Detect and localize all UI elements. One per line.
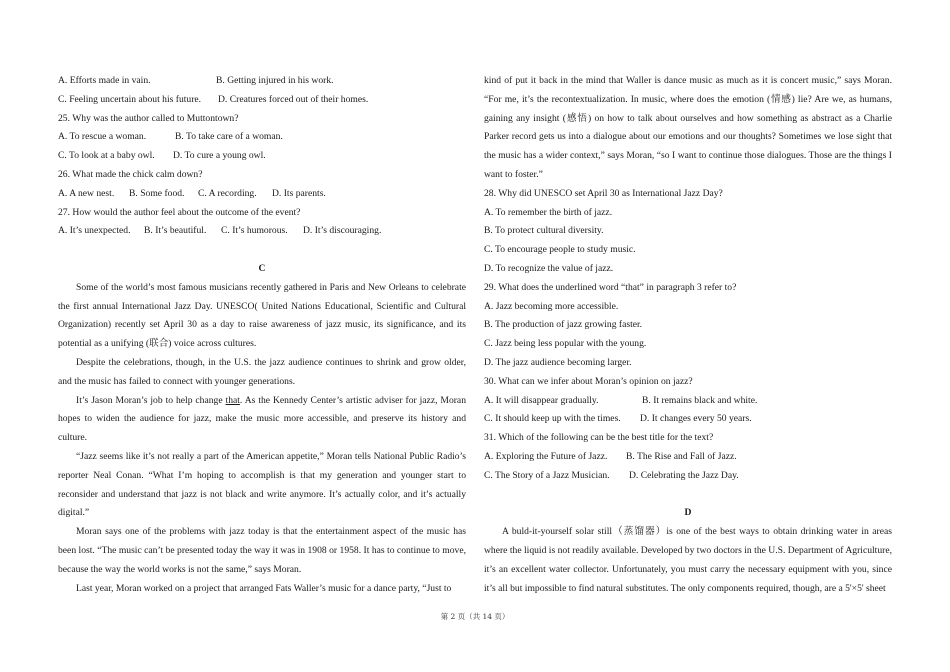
question-28: 28. Why did UNESCO set April 30 as International Jazz Day? xyxy=(484,187,723,199)
option: A. It will disappear gradually. xyxy=(484,394,599,406)
passage-c-paragraph-6-continued: kind of put it back in the mind that Waller is dance music as much as it is concert music,” says Moran. “For me, it’s the recontextualization. In music, where does the emotion (情感) lie? Are we, as humans, gaining any insight (感悟) on how to talk about ourselves and how something as abstract as a Charlie Parker record gets us into a dialogue about our emotions and our thoughts? Sometimes we lose sight that the music has a wider context,” says Moran, “so I want to continue those dialogues. Those are the things I want to foster.” xyxy=(484,75,892,180)
q30-options-row-2 xyxy=(484,410,892,429)
option: D. To recognize the value of jazz. xyxy=(484,262,614,274)
option: A. To rescue a woman. xyxy=(58,131,147,143)
option: D. To cure a young owl. xyxy=(173,150,266,162)
option: D. It’s discouraging. xyxy=(303,225,382,237)
q25-options-row-1 xyxy=(58,128,466,147)
option: D. Its parents. xyxy=(272,187,326,199)
q24-options-row-1 xyxy=(58,72,466,91)
q26-options-row xyxy=(58,185,466,204)
spacer xyxy=(484,486,892,505)
option: D. Celebrating the Jazz Day. xyxy=(629,469,739,481)
passage-c-paragraph-3 xyxy=(58,392,466,448)
option: B. The Rise and Fall of Jazz. xyxy=(626,450,737,462)
question-25: 25. Why was the author called to Muttontown? xyxy=(58,112,239,124)
option: A. Exploring the Future of Jazz. xyxy=(484,450,608,462)
option: C. Jazz being less popular with the young. xyxy=(484,338,647,350)
option: B. Some food. xyxy=(129,187,185,199)
passage-c-paragraph-4: “Jazz seems like it’s not really a part of the American appetite,” Moran tells National Public Radio’s reporter Neal Conan. “What I’m hoping to accomplish is that my generation and younger start to reconsider and understand that jazz is not black and write anymore. It’s actually color, and it’s actually digital.” xyxy=(58,450,466,519)
option: B. It remains black and white. xyxy=(642,394,758,406)
question-27: 27. How would the author feel about the outcome of the event? xyxy=(58,206,301,218)
question-31: 31. Which of the following can be the best title for the text? xyxy=(484,432,714,444)
q31-options-row-2 xyxy=(484,467,892,486)
option: A. A new nest. xyxy=(58,187,115,199)
option: C. To look at a baby owl. xyxy=(58,150,155,162)
option: C. To encourage people to study music. xyxy=(484,244,636,256)
text: . As the Kennedy Center’s artistic adviser for jazz, Moran hopes to widen the audience for jazz, make the music more accessible, and preserve its history and culture. xyxy=(58,394,466,444)
underlined-word: that xyxy=(225,394,240,406)
option: C. A recording. xyxy=(198,187,257,199)
passage-d-paragraph-1: A buld-it-yourself solar still（蒸馏器）is one of the best ways to obtain drinking water in areas where the liquid is not readily available. Developed by two doctors in the U.S. Department of Agriculture, it’s an excellent water collector. Unfortunately, you must carry the necessary equipment with you, since it’s all but impossible to find natural substitutes. The only components required, though, are a 5'×5' sheet xyxy=(484,526,892,594)
q31-options-row-1 xyxy=(484,448,892,467)
right-column xyxy=(484,72,892,598)
option: A. Efforts made in vain. xyxy=(58,75,151,86)
passage-c-paragraph-2: Despite the celebrations, though, in the U.S. the jazz audience continues to shrink and grow older, and the music has failed to connect with younger generations. xyxy=(58,356,466,387)
option: D. Creatures forced out of their homes. xyxy=(218,93,369,105)
question-26: 26. What made the chick calm down? xyxy=(58,168,203,180)
option: B. To protect cultural diversity. xyxy=(484,225,604,237)
section-heading-d: D xyxy=(684,507,692,519)
spacer xyxy=(58,241,466,260)
text: It’s Jason Moran’s job to help change xyxy=(76,394,226,406)
question-29: 29. What does the underlined word “that” in paragraph 3 refer to? xyxy=(484,281,737,293)
passage-c-paragraph-1: Some of the world’s most famous musicians recently gathered in Paris and New Orleans to celebrate the first annual International Jazz Day. UNESCO( United Nations Educational, Scientific and Cultural Organization) recently set April 30 as a day to raise awareness of jazz music, its significance, and its potential as a unifying (联合) voice across cultures. xyxy=(58,281,466,350)
option: B. Getting injured in his work. xyxy=(216,75,334,86)
option: C. It’s humorous. xyxy=(221,225,288,237)
q27-options-row xyxy=(58,222,466,241)
q30-options-row-1 xyxy=(484,392,892,411)
question-30: 30. What can we infer about Moran’s opinion on jazz? xyxy=(484,375,693,387)
option: C. The Story of a Jazz Musician. xyxy=(484,469,610,481)
passage-c-paragraph-6: Last year, Moran worked on a project that arranged Fats Waller’s music for a dance party, “Just to xyxy=(76,582,452,594)
option: C. It should keep up with the times. xyxy=(484,413,621,425)
page-number-footer: 第 2 页（共 14 页） xyxy=(440,612,510,621)
option: B. To take care of a woman. xyxy=(175,131,283,143)
passage-c-paragraph-5: Moran says one of the problems with jazz today is that the entertainment aspect of the music has been lost. “The music can’t be presented today the way it was in 1908 or 1958. It has to continue to move, because the way the world works is not the same,” says Moran. xyxy=(58,526,466,575)
left-column xyxy=(58,72,466,598)
section-heading-c: C xyxy=(258,262,266,274)
option: A. To remember the birth of jazz. xyxy=(484,206,613,218)
option: D. It changes every 50 years. xyxy=(640,413,752,425)
option: B. It’s beautiful. xyxy=(144,225,207,237)
option: C. Feeling uncertain about his future. xyxy=(58,93,202,105)
q25-options-row-2 xyxy=(58,147,466,166)
q24-options-row-2 xyxy=(58,91,466,110)
option: A. Jazz becoming more accessible. xyxy=(484,300,619,312)
option: D. The jazz audience becoming larger. xyxy=(484,356,632,368)
option: A. It’s unexpected. xyxy=(58,225,131,237)
option: B. The production of jazz growing faster. xyxy=(484,319,643,331)
